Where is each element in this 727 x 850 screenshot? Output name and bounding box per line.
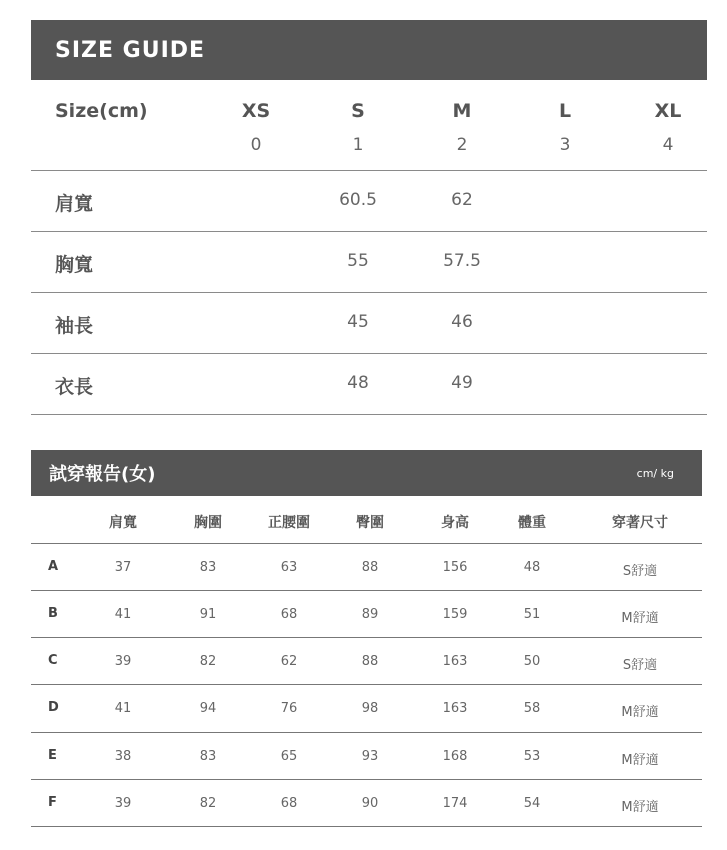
table-cell: 88 <box>361 654 379 669</box>
row-id: D <box>48 700 59 715</box>
size-label-xs: XS <box>241 100 271 122</box>
table-cell: M舒適 <box>621 611 659 626</box>
column-header: 正腰圍 <box>268 515 310 531</box>
table-cell: 90 <box>361 796 379 811</box>
table-cell: M舒適 <box>621 753 659 768</box>
row-id: B <box>48 606 58 621</box>
table-cell: 88 <box>361 560 379 575</box>
table-cell: 93 <box>361 749 379 764</box>
table-cell: 89 <box>361 607 379 622</box>
size-guide-title: SIZE GUIDE <box>55 37 206 63</box>
size-guide-header <box>31 20 707 80</box>
table-row <box>31 733 702 780</box>
table-cell: 41 <box>114 607 132 622</box>
table-cell: S舒適 <box>622 564 658 579</box>
table-row <box>31 685 702 733</box>
measurement-label: 肩寬 <box>55 193 94 215</box>
column-header: 胸圍 <box>194 515 222 531</box>
measurement-label: 胸寬 <box>55 254 94 276</box>
size-label-l: L <box>558 100 572 122</box>
measurement-value: 49 <box>451 373 473 393</box>
size-label-s: S <box>351 100 365 122</box>
size-number-l: 3 <box>559 135 571 155</box>
measurement-row-shoulder <box>31 171 707 232</box>
table-cell: 159 <box>442 607 468 622</box>
table-cell: 174 <box>442 796 468 811</box>
table-cell: 58 <box>523 701 541 716</box>
measurement-row-chest <box>31 232 707 293</box>
measurement-label: 袖長 <box>55 315 94 337</box>
measurement-value: 45 <box>347 312 369 332</box>
row-id: C <box>48 653 58 668</box>
size-label-m: M <box>452 100 472 122</box>
fit-report-unit: cm/ kg <box>636 466 674 480</box>
table-cell: 39 <box>114 654 132 669</box>
row-id: E <box>48 748 57 763</box>
table-cell: 82 <box>199 654 217 669</box>
table-cell: 98 <box>361 701 379 716</box>
size-header-row <box>31 80 707 171</box>
table-cell: 83 <box>199 749 217 764</box>
table-cell: 48 <box>523 560 541 575</box>
table-cell: 163 <box>442 654 468 669</box>
column-header: 穿著尺寸 <box>612 515 668 531</box>
measurement-label: 衣長 <box>55 376 94 398</box>
measurement-row-sleeve <box>31 293 707 354</box>
table-cell: 91 <box>199 607 217 622</box>
table-cell: M舒適 <box>621 800 659 815</box>
column-header: 身高 <box>441 515 469 531</box>
size-number-s: 1 <box>352 135 364 155</box>
table-row <box>31 544 702 591</box>
measurement-value: 57.5 <box>443 251 481 271</box>
table-cell: S舒適 <box>622 658 658 673</box>
table-cell: 94 <box>199 701 217 716</box>
table-cell: 76 <box>280 701 298 716</box>
column-header: 肩寬 <box>109 515 137 531</box>
measurement-value: 62 <box>451 190 473 210</box>
measurement-row-length <box>31 354 707 415</box>
table-row <box>31 780 702 827</box>
fit-report-table <box>31 496 702 827</box>
fit-report-header <box>31 450 702 496</box>
measurement-value: 60.5 <box>339 190 377 210</box>
table-cell: 156 <box>442 560 468 575</box>
column-header: 臀圍 <box>356 515 384 531</box>
table-cell: 51 <box>523 607 541 622</box>
size-label-xl: XL <box>654 100 682 122</box>
table-cell: 65 <box>280 749 298 764</box>
measurement-value: 48 <box>347 373 369 393</box>
table-cell: 54 <box>523 796 541 811</box>
fit-report-title: 試穿報告(女) <box>49 464 156 485</box>
table-cell: 68 <box>280 796 298 811</box>
size-number-m: 2 <box>456 135 468 155</box>
table-cell: 41 <box>114 701 132 716</box>
table-cell: 53 <box>523 749 541 764</box>
size-guide-table <box>31 80 707 415</box>
table-cell: 63 <box>280 560 298 575</box>
measurement-value: 46 <box>451 312 473 332</box>
table-cell: 168 <box>442 749 468 764</box>
table-cell: 163 <box>442 701 468 716</box>
table-row <box>31 591 702 638</box>
size-number-xl: 4 <box>662 135 674 155</box>
table-cell: M舒適 <box>621 705 659 720</box>
size-unit-label: Size(cm) <box>55 100 148 122</box>
column-header: 體重 <box>518 515 546 531</box>
table-cell: 39 <box>114 796 132 811</box>
table-cell: 83 <box>199 560 217 575</box>
table-cell: 38 <box>114 749 132 764</box>
fit-report-header-row <box>31 496 702 544</box>
row-id: F <box>48 795 57 810</box>
measurement-value: 55 <box>347 251 369 271</box>
table-cell: 37 <box>114 560 132 575</box>
size-number-xs: 0 <box>250 135 262 155</box>
row-id: A <box>48 559 59 574</box>
table-cell: 68 <box>280 607 298 622</box>
table-cell: 82 <box>199 796 217 811</box>
table-cell: 50 <box>523 654 541 669</box>
table-cell: 62 <box>280 654 298 669</box>
table-row <box>31 638 702 685</box>
